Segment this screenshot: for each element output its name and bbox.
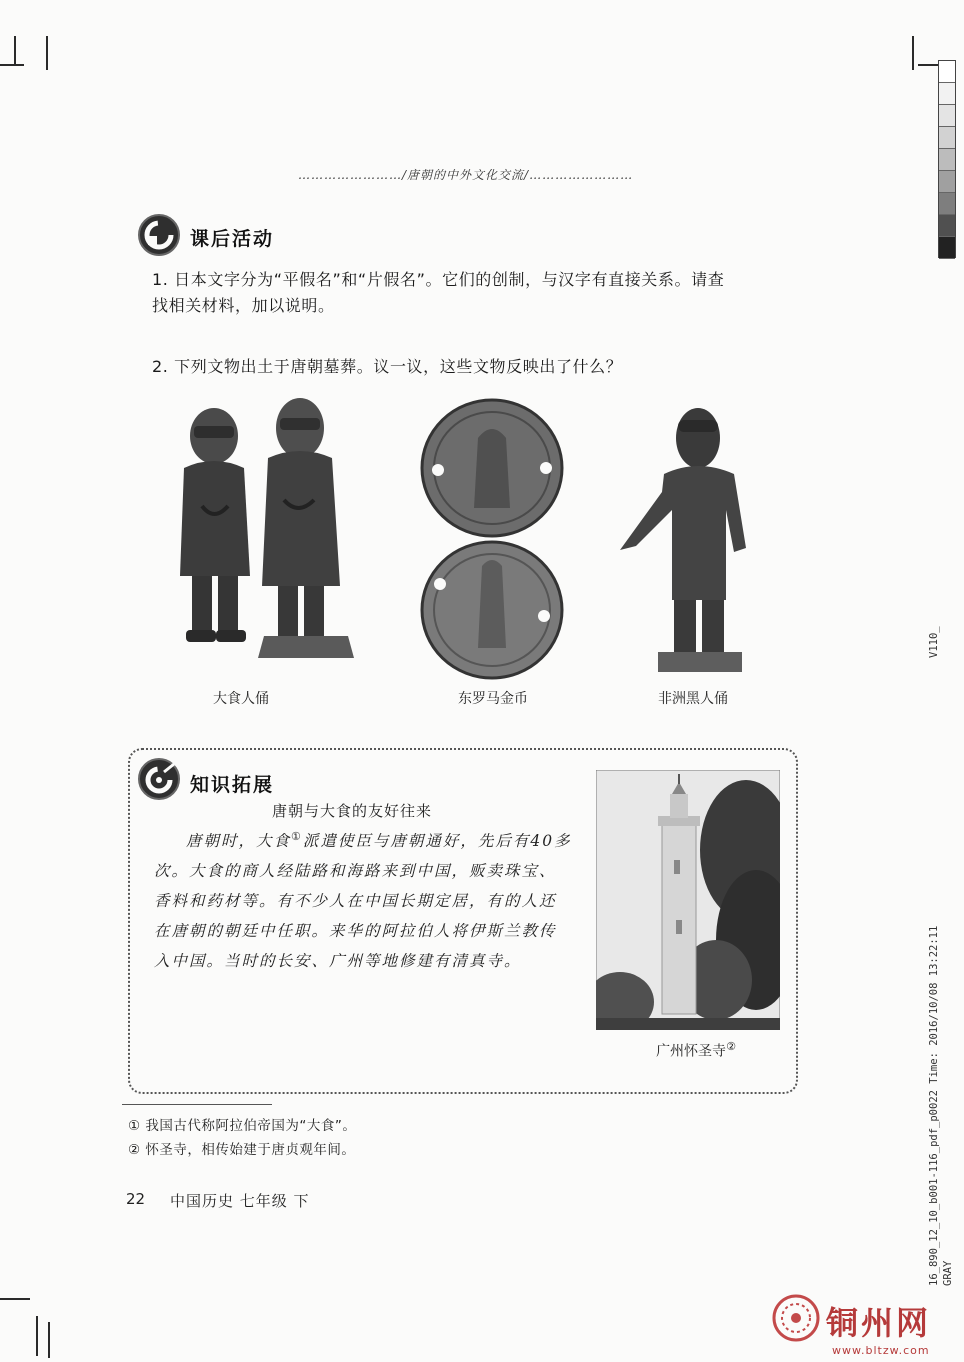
activity-icon: [138, 214, 180, 256]
knowledge-icon: [138, 758, 180, 800]
photo-caption-text: 广州怀圣寺: [656, 1043, 727, 1060]
arab-figurines-image: [172, 396, 356, 668]
footnote-divider: [122, 1104, 272, 1105]
footnote-2: ② 怀圣寺，相传始建于唐贞观年间。: [128, 1142, 356, 1158]
photo-caption: [636, 1040, 756, 1061]
crop-mark: [918, 64, 938, 66]
crop-mark: [912, 36, 914, 70]
running-head: ……………………/唐朝的中外文化交流/……………………: [298, 168, 634, 182]
watermark-name: 铜州网: [826, 1304, 932, 1342]
figure-caption-african-figurine: 非洲黑人俑: [658, 691, 728, 707]
crop-mark: [14, 36, 16, 64]
figure-caption-arab-figurines: 大食人俑: [213, 691, 269, 707]
crop-mark: [0, 1298, 30, 1300]
margin-gray-label: GRAY: [942, 1260, 954, 1286]
crop-mark: [46, 36, 48, 70]
activity-title: 课后活动: [190, 228, 275, 250]
gray-scale-bar: [938, 60, 956, 258]
footnote-1: ① 我国古代称阿拉伯帝国为“大食”。: [128, 1118, 357, 1134]
watermark-url: www.bltzw.com: [832, 1344, 930, 1357]
huaisheng-mosque-photo: [596, 770, 780, 1030]
figure-caption-byzantine-coins: 东罗马金币: [458, 691, 528, 707]
crop-mark: [0, 64, 24, 66]
question-1-line-1: 1. 日本文字分为“平假名”和“片假名”。它们的创制，与汉字有直接关系。请查: [152, 270, 725, 289]
knowledge-title: 知识拓展: [190, 774, 275, 796]
knowledge-body-part-b: 派遣使臣与唐朝通好，先后有40多次。大食的商人经陆路和海路来到中国，贩卖珠宝、香料和药材等。有不少人在中国长期定居，有的人还在唐朝的朝廷中任职。来华的阿拉伯人将伊斯兰教传入中国。当时的长安、广州等地修建有清真寺。: [154, 832, 572, 971]
question-2: 2. 下列文物出土于唐朝墓葬。议一议，这些文物反映出了什么？: [152, 357, 623, 376]
page-number: 22: [126, 1190, 146, 1208]
margin-code-bottom: 16_890_12_10_b001-116_pdf_p0022 Time: 2016/10/08 13:22:11: [928, 925, 940, 1286]
footnote-ref-1: ①: [291, 830, 303, 843]
margin-code-top: V110_: [928, 626, 940, 658]
african-figurine-image: [614, 400, 764, 676]
crop-mark: [36, 1316, 38, 1356]
knowledge-subtitle: 唐朝与大食的友好往来: [272, 802, 433, 820]
book-title: 中国历史 七年级 下: [170, 1192, 310, 1210]
knowledge-body-part-a: 唐朝时，大食: [186, 832, 292, 851]
byzantine-coins-image: [420, 398, 564, 680]
crop-mark: [48, 1322, 50, 1358]
knowledge-body: [154, 822, 572, 976]
footnote-ref-2: ②: [726, 1040, 736, 1053]
watermark-logo: [770, 1292, 822, 1344]
question-1-line-2: 找相关材料，加以说明。: [152, 296, 335, 315]
